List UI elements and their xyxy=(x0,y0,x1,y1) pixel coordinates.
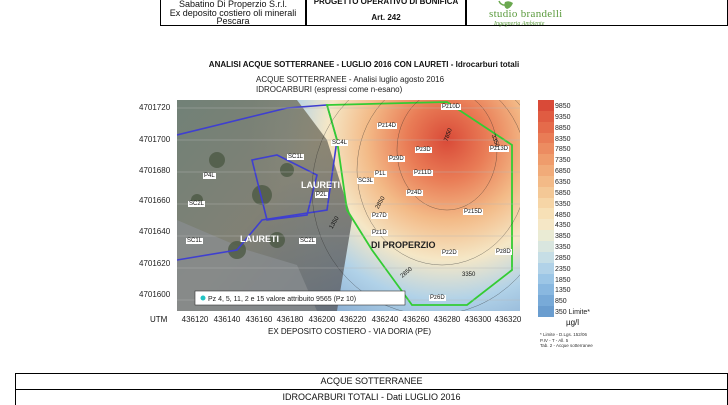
caption-row-1: ACQUE SOTTERRANEE xyxy=(15,373,728,389)
area-label-di-properzio: DI PROPERZIO xyxy=(371,240,436,250)
x-tick: 436180 xyxy=(276,315,304,324)
contour-map xyxy=(177,100,520,311)
map-graphic xyxy=(177,100,520,311)
y-tick: 4701700 xyxy=(139,135,171,144)
legend-swatch xyxy=(538,208,554,219)
legend-note-line: Tab. 2 - Acque sotterranee xyxy=(540,343,593,348)
legend-value: 3850 xyxy=(555,233,571,241)
company-cell xyxy=(160,0,306,26)
legend-value: 3350 xyxy=(555,244,571,252)
contour-label-4: 2850 xyxy=(399,266,414,280)
legend-value: 4350 xyxy=(555,222,571,230)
company-line-3: Pescara xyxy=(216,16,250,26)
well-pz7d: Pz7D xyxy=(372,213,387,219)
map-title xyxy=(256,75,444,95)
legend-value: 4850 xyxy=(555,211,571,219)
well-sc1l-a: SC1L xyxy=(288,154,304,160)
well-sc3l: SC3L xyxy=(358,178,374,184)
well-p4l: P4L xyxy=(204,173,215,179)
legend-swatch xyxy=(538,122,554,133)
legend-swatch xyxy=(538,143,554,154)
legend-swatch xyxy=(538,133,554,144)
legend-value: 5850 xyxy=(555,189,571,197)
legend-unit: µg/l xyxy=(566,318,580,327)
figure-title: ANALISI ACQUE SOTTERRANEE - LUGLIO 2016 CON LAURETI - Idrocarburi totali xyxy=(208,60,520,69)
legend-note-line: * Limite - D.Lgs. 152/06 xyxy=(540,332,588,337)
legend-value: 2850 xyxy=(555,254,571,262)
legend-swatch xyxy=(538,198,554,209)
x-tick: 436140 xyxy=(213,315,241,324)
legend-value: 9850 xyxy=(555,103,571,110)
legend-swatch xyxy=(538,219,554,230)
area-label-laureti-1: LAURETI xyxy=(301,180,340,190)
document-header xyxy=(160,0,728,27)
legend-swatch xyxy=(538,165,554,176)
well-pz2d: Pz2D xyxy=(442,250,457,256)
well-sc2l-b: SC2L xyxy=(300,238,316,244)
x-axis-title: EX DEPOSITO COSTIERO - VIA DORIA (PE) xyxy=(268,327,431,336)
y-tick: 4701600 xyxy=(139,290,171,299)
legend-swatch xyxy=(538,100,554,111)
legend-value: 1350 xyxy=(555,287,571,295)
legend-swatch xyxy=(538,284,554,295)
brand-name: studio brandelli xyxy=(489,8,563,20)
well-pz10d: Pz10D xyxy=(442,104,461,110)
legend-swatch xyxy=(538,252,554,263)
legend-value: 6850 xyxy=(555,168,571,176)
map-title-line-1: ACQUE SOTTERRANEE - Analisi luglio agosto 2016 xyxy=(256,75,445,84)
legend-value: 1850 xyxy=(555,276,571,284)
contour-label-5: 1350 xyxy=(328,215,341,231)
company-line-2: Ex deposito costiero oli minerali xyxy=(169,7,297,18)
well-pz13d: Pz13D xyxy=(490,146,509,152)
project-title: PROGETTO OPERATIVO DI BONIFICA xyxy=(313,0,459,6)
legend-value: 9350 xyxy=(555,113,571,121)
legend-swatch xyxy=(538,241,554,252)
well-pz3d: Pz3D xyxy=(416,147,431,153)
x-tick: 436300 xyxy=(464,315,492,324)
well-pz11d: Pz11D xyxy=(414,170,432,176)
legend-value: 2350 xyxy=(555,265,571,273)
contour-label-2: 2850 xyxy=(374,195,387,211)
legend-note xyxy=(540,332,593,349)
legend-swatch xyxy=(538,154,554,165)
y-tick: 4701680 xyxy=(139,166,171,175)
legend-value: 350 Limite* xyxy=(555,309,591,317)
legend-swatch xyxy=(538,263,554,274)
utm-label: UTM xyxy=(150,315,168,324)
well-pz8d: Pz8D xyxy=(496,249,511,255)
legend-swatch xyxy=(538,306,554,317)
y-tick: 4701620 xyxy=(139,259,171,268)
well-pz15d: Pz15D xyxy=(464,209,483,215)
legend-swatch xyxy=(538,274,554,285)
legend-value: 8350 xyxy=(555,135,571,143)
company-line-1: Sabatino Di Properzio S.r.l. xyxy=(178,0,288,9)
x-tick: 436220 xyxy=(339,315,367,324)
caption-row-2: IDROCARBURI TOTALI - Dati LUGLIO 2016 xyxy=(15,389,728,405)
well-pz4d: Pz4D xyxy=(407,190,422,196)
well-pz14d: Pz14D xyxy=(378,123,397,129)
legend-swatch xyxy=(538,187,554,198)
y-tick: 4701660 xyxy=(139,196,171,205)
x-tick: 436320 xyxy=(494,315,522,324)
well-p1l: P1L xyxy=(375,171,386,177)
legend-swatch xyxy=(538,295,554,306)
article-label: Art. 242 xyxy=(371,13,401,22)
legend-value: 7350 xyxy=(555,157,571,165)
legend-swatch xyxy=(538,111,554,122)
map-title-line-2: IDROCARBURI (espressi come n-esano) xyxy=(256,85,403,94)
well-pz9d: Pz9D xyxy=(389,156,404,162)
legend-value: 6350 xyxy=(555,178,571,186)
contour-label-1: 7850 xyxy=(443,127,454,143)
legend-value: 7850 xyxy=(555,146,571,154)
contour-label-6: 3350 xyxy=(462,272,476,278)
x-tick: 436260 xyxy=(402,315,430,324)
x-tick: 436120 xyxy=(181,315,209,324)
well-sc1l-b: SC1L xyxy=(187,238,203,244)
project-cell xyxy=(306,0,466,26)
contour-label-3: 3350 xyxy=(489,133,500,149)
y-tick: 4701720 xyxy=(139,103,171,112)
well-sc2l-a: SC2L xyxy=(189,201,205,207)
legend-value: 8850 xyxy=(555,124,571,132)
well-sc4l: SC4L xyxy=(332,140,348,146)
well-p2l: P2L xyxy=(316,192,327,198)
legend-value: 850 xyxy=(555,298,567,306)
legend-swatch xyxy=(538,176,554,187)
color-legend-bar xyxy=(538,100,554,317)
x-tick: 436240 xyxy=(371,315,399,324)
x-tick: 436200 xyxy=(308,315,336,324)
x-tick: 436280 xyxy=(433,315,461,324)
well-pz1d: Pz1D xyxy=(372,230,387,236)
area-label-laureti-2: LAURETI xyxy=(240,234,279,244)
brand-tagline: Ingegneria Ambiente xyxy=(494,21,545,27)
legend-value: 5350 xyxy=(555,200,571,208)
caption-table xyxy=(15,373,728,405)
legend-swatch xyxy=(538,230,554,241)
legend-note-line: P.IV - T - All. 5 xyxy=(540,337,569,343)
y-tick: 4701640 xyxy=(139,227,171,236)
map-note: Pz 4, 5, 11, 2 e 15 valore attribuito 9565 (Pz 10) xyxy=(208,296,357,303)
x-tick: 436160 xyxy=(245,315,273,324)
well-pz6d: Pz6D xyxy=(430,295,445,301)
